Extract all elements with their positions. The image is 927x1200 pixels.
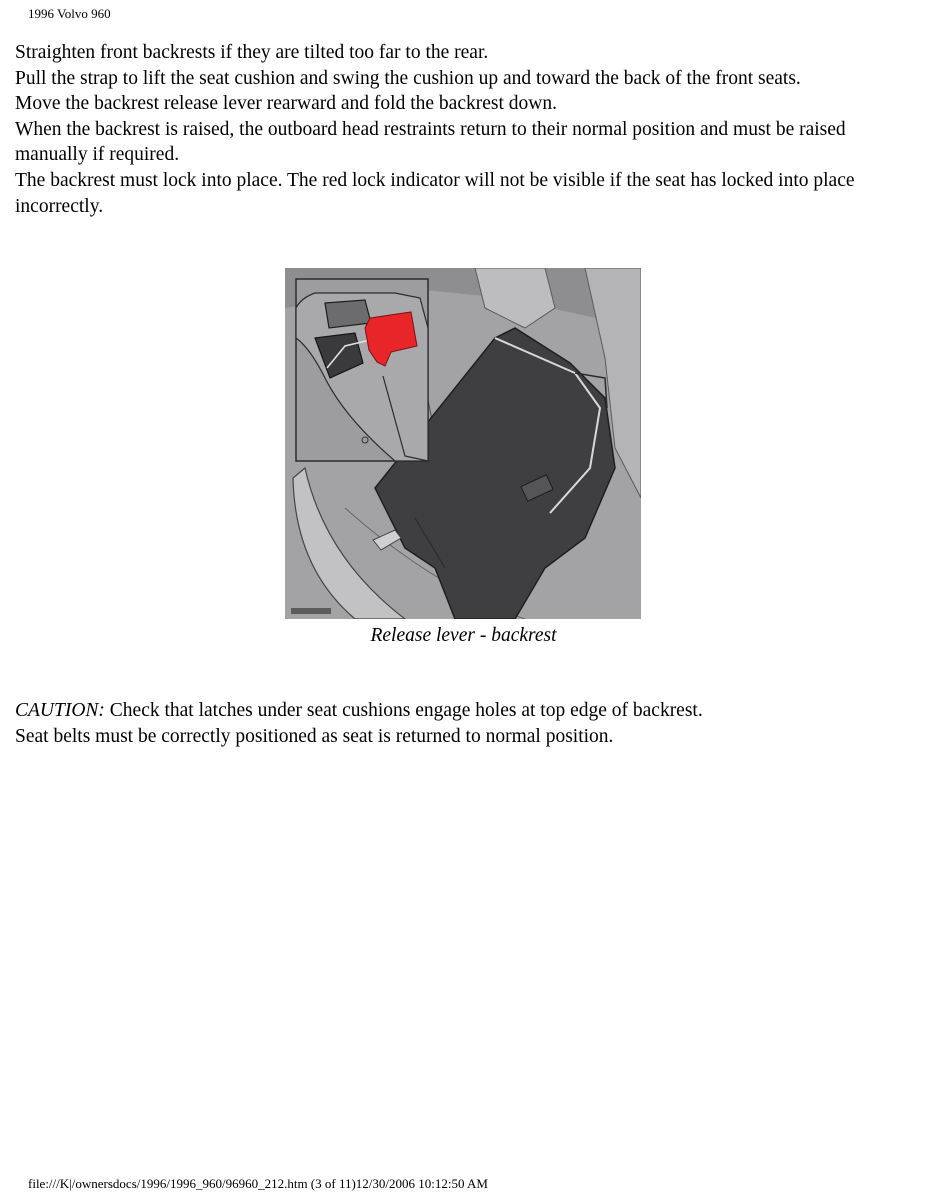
instruction-paragraph: Move the backrest release lever rearward and fold the backrest down. <box>15 93 557 115</box>
instruction-paragraph: Straighten front backrests if they are tilted too far to the rear. <box>15 42 489 63</box>
backrest-release-illustration <box>285 268 641 619</box>
caution-section <box>15 698 910 749</box>
caution-label: CAUTION: <box>15 700 105 721</box>
instruction-paragraph: The backrest must lock into place. The red lock indicator will not be visible if the seat has locked into place incorrectly. <box>15 169 855 217</box>
seat-belt-note: Seat belts must be correctly positioned as seat is returned to normal position. <box>15 725 614 747</box>
document-footer: file:///K|/ownersdocs/1996/1996_960/96960_212.htm (3 of 11)12/30/2006 10:12:50 AM <box>28 1176 488 1191</box>
instructions-text <box>15 40 910 219</box>
instruction-paragraph: Pull the strap to lift the seat cushion and swing the cushion up and toward the back of the front seats. <box>15 67 801 89</box>
figure-caption: Release lever - backrest <box>370 625 557 646</box>
document-header: 1996 Volvo 960 <box>28 6 111 21</box>
caution-text: Check that latches under seat cushions engage holes at top edge of backrest. <box>104 700 703 721</box>
instruction-paragraph: When the backrest is raised, the outboard head restraints return to their normal position and must be raised manually if required. <box>15 118 846 166</box>
caution-paragraph <box>15 698 910 724</box>
